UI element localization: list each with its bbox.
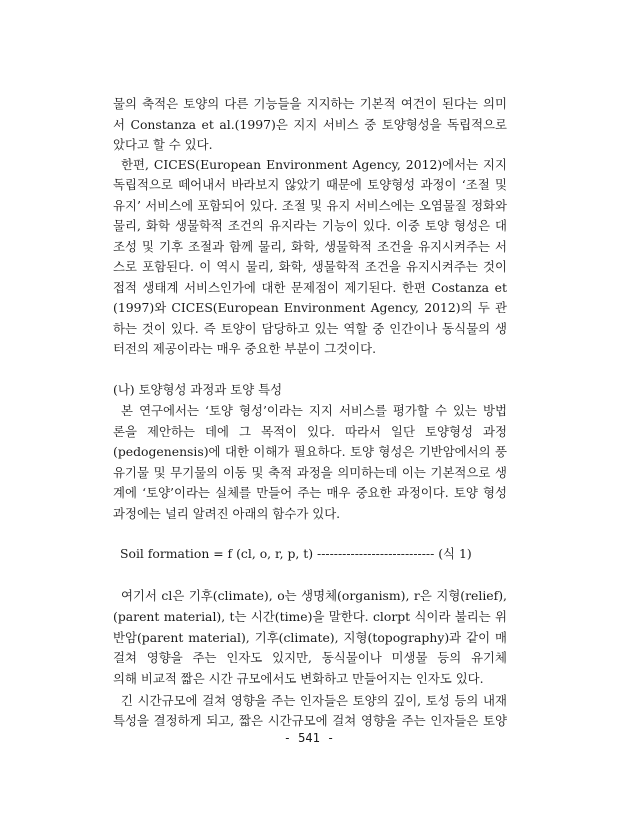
- paragraph-line: 반암(parent material), 기후(climate), 지형(topography)과 같이 매: [113, 630, 507, 645]
- paragraph-line: 걸쳐 영향을 주는 인자도 있지만, 동식물이나 미생물 등의 유기체: [113, 650, 507, 665]
- paragraph-line: 여기서 cl은 기후(climate), o는 생명체(organism), r은 지형(relief),: [121, 588, 507, 603]
- paragraph-line: 과정에는 널리 알려진 아래의 함수가 있다.: [113, 506, 341, 521]
- paragraph-line: 조성 및 기후 조절과 함께 물리, 화학, 생물학적 조건을 유지시켜주는 서: [113, 239, 507, 254]
- paragraph-line: 론을 제안하는 데에 그 목적이 있다. 따라서 일단 토양형성 과정: [113, 424, 507, 439]
- paragraph-line: (pedogenensis)에 대한 이해가 필요하다. 토양 형성은 기반암에서의 풍: [113, 444, 507, 459]
- paragraph-line: 한편, CICES(European Environment Agency, 2012)에서는 지지: [121, 157, 507, 172]
- paragraph-line: 았다고 할 수 있다.: [113, 137, 213, 152]
- paragraph-line: 물의 축적은 토양의 다른 기능들을 지지하는 기본적 여건이 된다는 의미: [113, 96, 507, 111]
- paragraph-line: 유지’ 서비스에 포함되어 있다. 조절 및 유지 서비스에는 오염물질 정화와: [113, 198, 507, 213]
- paragraph-line: 유기물 및 무기물의 이동 및 축적 과정을 의미하는데 이는 기본적으로 생: [113, 465, 507, 480]
- paragraph-line: 접적 생태계 서비스인가에 대한 문제점이 제기된다. 한편 Costanza et: [113, 280, 507, 295]
- paragraph-line: 계에 ‘토양’이라는 실체를 만들어 주는 매우 중요한 과정이다. 토양 형성: [113, 485, 507, 500]
- paragraph-line: (1997)와 CICES(European Environment Agency, 2012)의 두 관: [113, 300, 507, 315]
- paragraph-line: 긴 시간규모에 걸쳐 영향을 주는 인자들은 토양의 깊이, 토성 등의 내재: [121, 693, 507, 708]
- paragraph-line: (parent material), t는 시간(time)을 말한다. clorpt 식이라 불리는 위: [113, 609, 507, 624]
- paragraph-line: 물리, 화학 생물학적 조건의 유지라는 기능이 있다. 이중 토양 형성은 대: [113, 218, 507, 233]
- paragraph-line: 본 연구에서는 ‘토양 형성’이라는 지지 서비스를 평가할 수 있는 방법: [121, 403, 507, 418]
- paragraph-line: 특성을 결정하게 되고, 짧은 시간규모에 걸쳐 영향을 주는 인자들은 토양: [113, 713, 507, 728]
- paragraph-line: 서 Constanza et al.(1997)은 지지 서비스 중 토양형성을 독립적으로: [113, 117, 507, 132]
- equation-line: Soil formation = f (cl, o, r, p, t) ---------------------------- (식 1): [120, 546, 472, 561]
- paragraph-line: 스로 포함된다. 이 역시 물리, 화학, 생물학적 조건을 유지시켜주는 것이: [113, 259, 507, 274]
- section-heading: (나) 토양형성 과정과 토양 특성: [113, 382, 283, 397]
- paragraph-line: 하는 것이 있다. 즉 토양이 담당하고 있는 역할 중 인간이나 동식물의 생: [113, 321, 507, 336]
- paragraph-line: 터전의 제공이라는 매우 중요한 부분이 그것이다.: [113, 341, 377, 356]
- paragraph-line: 의해 비교적 짧은 시간 규모에서도 변화하고 만들어지는 인자도 있다.: [113, 671, 484, 686]
- page-number: - 541 -: [283, 731, 335, 745]
- paragraph-line: 독립적으로 떼어내서 바라보지 않았기 때문에 토양형성 과정이 ‘조절 및: [113, 177, 507, 192]
